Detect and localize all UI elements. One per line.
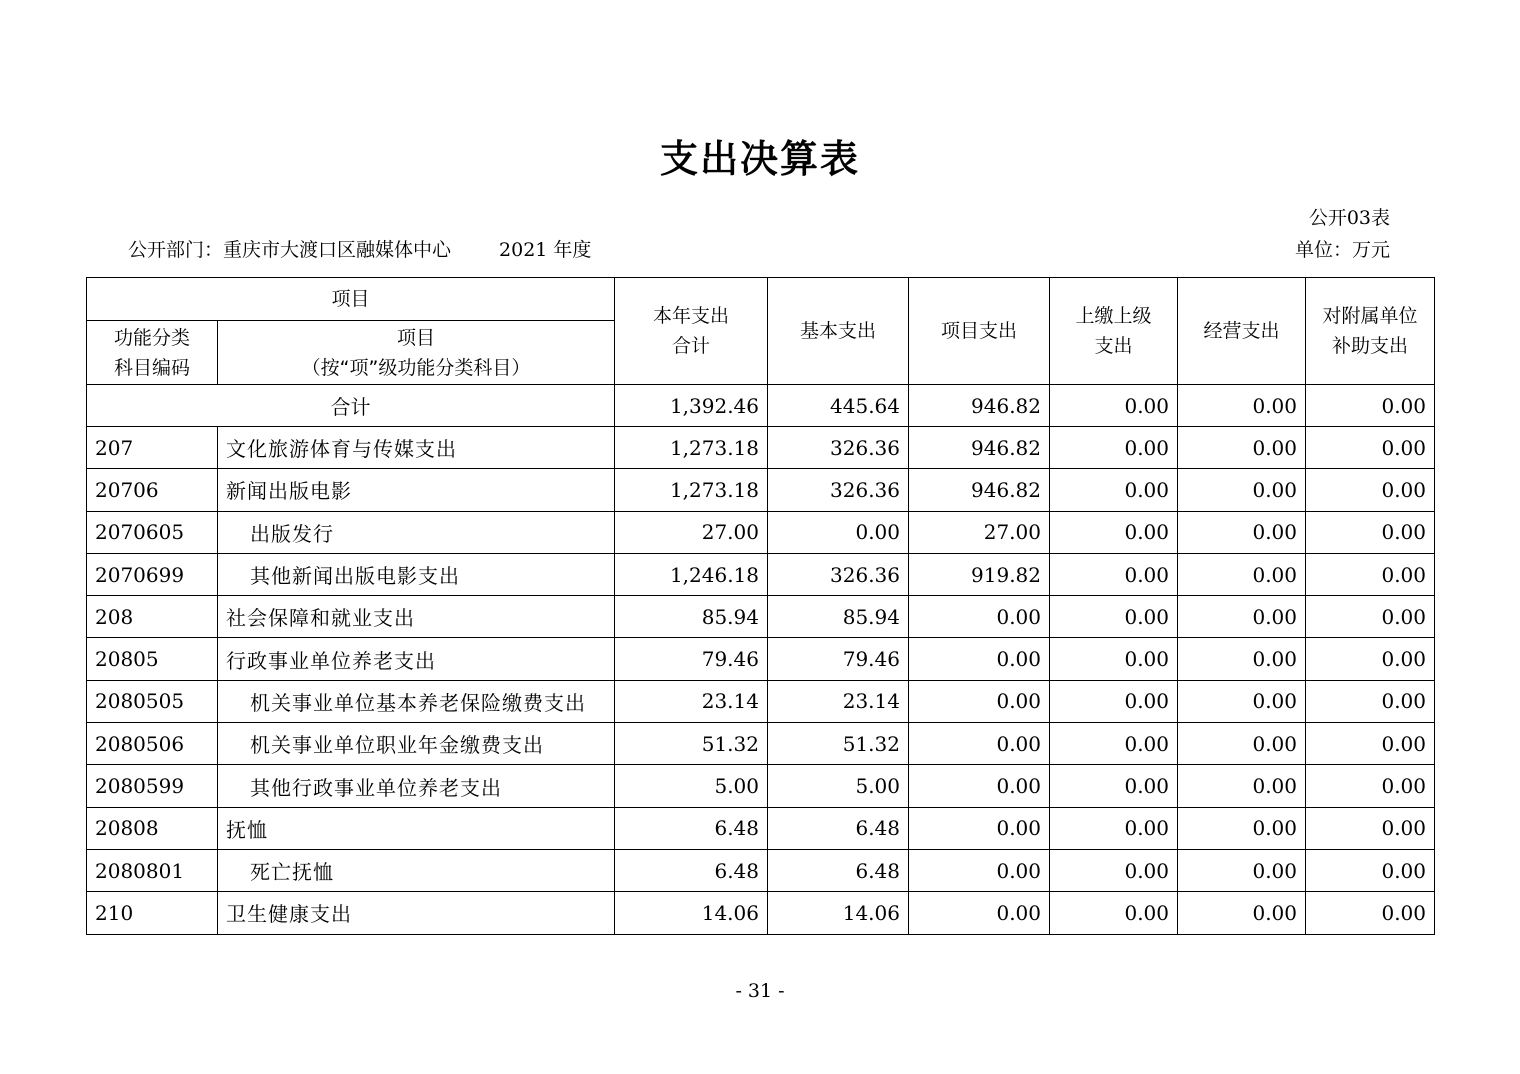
row-business: 0.00: [1178, 807, 1306, 849]
row-code: 20805: [87, 638, 218, 680]
row-basic: 79.46: [768, 638, 909, 680]
row-subsidy: 0.00: [1306, 469, 1435, 511]
header-subsidy-line2: 补助支出: [1331, 335, 1408, 357]
total-row: [87, 385, 1435, 427]
total-cell-project: 946.82: [909, 385, 1050, 427]
row-upper: 0.00: [1050, 469, 1178, 511]
fiscal-year: 2021 年度: [499, 239, 592, 261]
row-code: 2070605: [87, 511, 218, 553]
row-project: 0.00: [909, 723, 1050, 765]
row-total: 51.32: [615, 723, 768, 765]
row-total: 5.00: [615, 765, 768, 807]
row-business: 0.00: [1178, 723, 1306, 765]
total-cell-basic: 445.64: [768, 385, 909, 427]
row-upper: 0.00: [1050, 596, 1178, 638]
page-number: - 31 -: [735, 980, 785, 1002]
row-subsidy: 0.00: [1306, 680, 1435, 722]
header-business: 经营支出: [1178, 278, 1306, 385]
header-item: 项目: [87, 278, 615, 321]
row-total: 23.14: [615, 680, 768, 722]
row-business: 0.00: [1178, 553, 1306, 595]
row-project: 919.82: [909, 553, 1050, 595]
row-total: 1,246.18: [615, 553, 768, 595]
row-name: 新闻出版电影: [218, 469, 615, 511]
table-row: [87, 680, 1435, 722]
row-name: 文化旅游体育与传媒支出: [218, 427, 615, 469]
row-subsidy: 0.00: [1306, 892, 1435, 934]
row-total: 6.48: [615, 849, 768, 891]
row-basic: 326.36: [768, 469, 909, 511]
row-business: 0.00: [1178, 469, 1306, 511]
row-business: 0.00: [1178, 849, 1306, 891]
row-code: 208: [87, 596, 218, 638]
row-name: 死亡抚恤: [218, 849, 615, 891]
row-project: 946.82: [909, 427, 1050, 469]
row-basic: 51.32: [768, 723, 909, 765]
row-basic: 23.14: [768, 680, 909, 722]
row-code: 20808: [87, 807, 218, 849]
row-basic: 6.48: [768, 849, 909, 891]
header-row-1: [87, 278, 1435, 321]
header-code-line1: 功能分类: [113, 326, 190, 349]
row-basic: 326.36: [768, 427, 909, 469]
row-project: 0.00: [909, 596, 1050, 638]
department-line: [128, 235, 591, 262]
row-business: 0.00: [1178, 511, 1306, 553]
row-name: 社会保障和就业支出: [218, 596, 615, 638]
table-row: [87, 892, 1435, 934]
header-subsidy-line1: 对附属单位: [1322, 305, 1418, 327]
page-title: 支出决算表: [659, 137, 860, 181]
row-upper: 0.00: [1050, 553, 1178, 595]
total-cell-total: 1,392.46: [615, 385, 768, 427]
total-cell-upper: 0.00: [1050, 385, 1178, 427]
row-total: 1,273.18: [615, 469, 768, 511]
row-basic: 0.00: [768, 511, 909, 553]
row-total: 79.46: [615, 638, 768, 680]
total-label: 合计: [87, 385, 615, 427]
header-basic: 基本支出: [768, 278, 909, 385]
row-code: 2080801: [87, 849, 218, 891]
header-upper: [1050, 278, 1178, 385]
row-upper: 0.00: [1050, 807, 1178, 849]
row-upper: 0.00: [1050, 892, 1178, 934]
row-total: 1,273.18: [615, 427, 768, 469]
row-subsidy: 0.00: [1306, 849, 1435, 891]
row-total: 14.06: [615, 892, 768, 934]
row-name: 抚恤: [218, 807, 615, 849]
row-subsidy: 0.00: [1306, 638, 1435, 680]
total-cell-business: 0.00: [1178, 385, 1306, 427]
row-code: 2080599: [87, 765, 218, 807]
row-project: 0.00: [909, 680, 1050, 722]
row-name: 卫生健康支出: [218, 892, 615, 934]
department-name: 公开部门：重庆市大渡口区融媒体中心: [128, 239, 452, 261]
row-upper: 0.00: [1050, 849, 1178, 891]
header-total-line1: 本年支出: [652, 305, 729, 327]
row-name: 机关事业单位基本养老保险缴费支出: [218, 680, 615, 722]
header-name-line1: 项目: [396, 326, 435, 349]
row-upper: 0.00: [1050, 511, 1178, 553]
row-business: 0.00: [1178, 765, 1306, 807]
header-name: [218, 321, 615, 385]
table-row: [87, 638, 1435, 680]
table-row: [87, 553, 1435, 595]
row-subsidy: 0.00: [1306, 596, 1435, 638]
table-row: [87, 427, 1435, 469]
row-name: 其他行政事业单位养老支出: [218, 765, 615, 807]
row-code: 207: [87, 427, 218, 469]
header-project: 项目支出: [909, 278, 1050, 385]
table-row: [87, 807, 1435, 849]
header-total: [615, 278, 768, 385]
row-total: 6.48: [615, 807, 768, 849]
total-cell-subsidy: 0.00: [1306, 385, 1435, 427]
row-total: 85.94: [615, 596, 768, 638]
header-upper-line1: 上缴上级: [1075, 305, 1152, 327]
header-code: [87, 321, 218, 385]
row-code: 210: [87, 892, 218, 934]
row-name: 机关事业单位职业年金缴费支出: [218, 723, 615, 765]
row-code: 20706: [87, 469, 218, 511]
row-upper: 0.00: [1050, 723, 1178, 765]
row-basic: 14.06: [768, 892, 909, 934]
row-subsidy: 0.00: [1306, 511, 1435, 553]
table-row: [87, 723, 1435, 765]
row-subsidy: 0.00: [1306, 765, 1435, 807]
row-project: 0.00: [909, 765, 1050, 807]
row-basic: 85.94: [768, 596, 909, 638]
row-business: 0.00: [1178, 596, 1306, 638]
row-project: 946.82: [909, 469, 1050, 511]
row-business: 0.00: [1178, 638, 1306, 680]
row-project: 0.00: [909, 892, 1050, 934]
row-basic: 6.48: [768, 807, 909, 849]
row-upper: 0.00: [1050, 638, 1178, 680]
row-name: 其他新闻出版电影支出: [218, 553, 615, 595]
header-subsidy: [1306, 278, 1435, 385]
row-project: 0.00: [909, 849, 1050, 891]
row-subsidy: 0.00: [1306, 427, 1435, 469]
form-number: 公开03表: [1308, 207, 1390, 229]
row-total: 27.00: [615, 511, 768, 553]
table-row: [87, 849, 1435, 891]
header-name-line2: （按“项”级功能分类科目）: [301, 356, 531, 379]
expenditure-table: [86, 277, 1435, 935]
unit-label: 单位：万元: [1294, 239, 1390, 261]
header-total-line2: 合计: [671, 335, 710, 357]
row-basic: 5.00: [768, 765, 909, 807]
header-code-line2: 科目编码: [113, 356, 190, 379]
row-basic: 326.36: [768, 553, 909, 595]
row-subsidy: 0.00: [1306, 553, 1435, 595]
row-code: 2080505: [87, 680, 218, 722]
row-business: 0.00: [1178, 892, 1306, 934]
row-subsidy: 0.00: [1306, 807, 1435, 849]
row-upper: 0.00: [1050, 427, 1178, 469]
row-project: 27.00: [909, 511, 1050, 553]
row-business: 0.00: [1178, 427, 1306, 469]
row-code: 2080506: [87, 723, 218, 765]
row-upper: 0.00: [1050, 765, 1178, 807]
row-upper: 0.00: [1050, 680, 1178, 722]
table-row: [87, 596, 1435, 638]
table-row: [87, 765, 1435, 807]
row-subsidy: 0.00: [1306, 723, 1435, 765]
row-business: 0.00: [1178, 680, 1306, 722]
table-row: [87, 511, 1435, 553]
row-name: 行政事业单位养老支出: [218, 638, 615, 680]
header-upper-line2: 支出: [1094, 335, 1133, 357]
row-project: 0.00: [909, 807, 1050, 849]
table-row: [87, 469, 1435, 511]
row-project: 0.00: [909, 638, 1050, 680]
row-code: 2070699: [87, 553, 218, 595]
row-name: 出版发行: [218, 511, 615, 553]
